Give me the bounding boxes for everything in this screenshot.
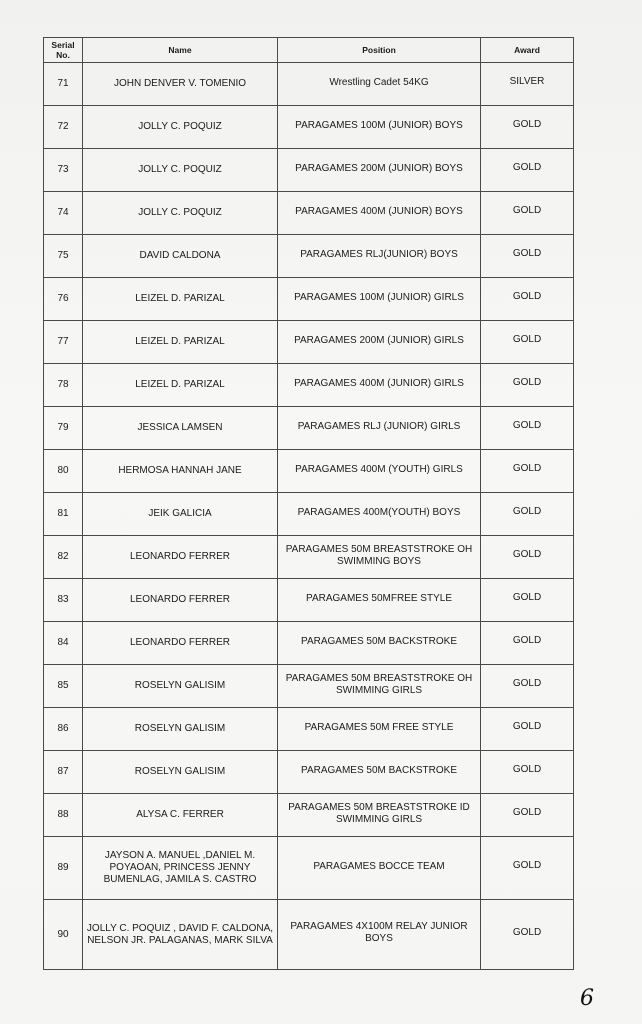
position-cell: PARAGAMES 200M (JUNIOR) BOYS [278,149,481,192]
name-cell: HERMOSA HANNAH JANE [83,450,278,493]
table-row [44,708,574,751]
table-row [44,149,574,192]
name-cell: ROSELYN GALISIM [83,665,278,708]
name-cell: JOLLY C. POQUIZ [83,106,278,149]
table-row [44,235,574,278]
position-cell: PARAGAMES RLJ (JUNIOR) GIRLS [278,407,481,450]
serial-cell: 73 [44,149,83,192]
award-cell: GOLD [481,106,574,149]
name-cell: JOHN DENVER V. TOMENIO [83,63,278,106]
award-cell: GOLD [481,364,574,407]
table-row [44,192,574,235]
table-header-row [44,38,574,63]
serial-cell: 85 [44,665,83,708]
position-cell: PARAGAMES 400M (JUNIOR) GIRLS [278,364,481,407]
award-cell: GOLD [481,708,574,751]
position-cell: PARAGAMES 200M (JUNIOR) GIRLS [278,321,481,364]
award-cell: GOLD [481,450,574,493]
table-row [44,321,574,364]
award-cell: GOLD [481,794,574,837]
serial-cell: 86 [44,708,83,751]
award-cell: GOLD [481,407,574,450]
award-cell: GOLD [481,536,574,579]
award-cell: GOLD [481,900,574,970]
table-row [44,794,574,837]
header-award: Award [481,38,574,63]
name-cell: LEONARDO FERRER [83,579,278,622]
position-cell: PARAGAMES 50M BACKSTROKE [278,751,481,794]
table-row [44,364,574,407]
name-cell: JOLLY C. POQUIZ [83,149,278,192]
award-cell: GOLD [481,321,574,364]
position-cell: PARAGAMES 50M BREASTSTROKE OH SWIMMING GIRLS [278,665,481,708]
serial-cell: 79 [44,407,83,450]
table-row [44,751,574,794]
position-cell: PARAGAMES RLJ(JUNIOR) BOYS [278,235,481,278]
table-row [44,837,574,900]
position-cell: PARAGAMES 400M(YOUTH) BOYS [278,493,481,536]
serial-cell: 72 [44,106,83,149]
name-cell: JAYSON A. MANUEL ,DANIEL M. POYAOAN, PRINCESS JENNY BUMENLAG, JAMILA S. CASTRO [83,837,278,900]
name-cell: JEIK GALICIA [83,493,278,536]
header-name: Name [83,38,278,63]
name-cell: DAVID CALDONA [83,235,278,278]
position-cell: PARAGAMES 50M BACKSTROKE [278,622,481,665]
table-row [44,665,574,708]
position-cell: PARAGAMES 50M BREASTSTROKE OH SWIMMING BOYS [278,536,481,579]
header-position: Position [278,38,481,63]
page-number: 6 [580,986,594,1011]
table-row [44,536,574,579]
serial-cell: 78 [44,364,83,407]
name-cell: LEONARDO FERRER [83,622,278,665]
position-cell: PARAGAMES 50M FREE STYLE [278,708,481,751]
position-cell: PARAGAMES 100M (JUNIOR) GIRLS [278,278,481,321]
name-cell: ALYSA C. FERRER [83,794,278,837]
position-cell: PARAGAMES 50MFREE STYLE [278,579,481,622]
serial-cell: 74 [44,192,83,235]
position-cell: PARAGAMES 4X100M RELAY JUNIOR BOYS [278,900,481,970]
table-row [44,579,574,622]
position-cell: PARAGAMES 50M BREASTSTROKE ID SWIMMING GIRLS [278,794,481,837]
table-row [44,63,574,106]
serial-cell: 83 [44,579,83,622]
position-cell: PARAGAMES 400M (YOUTH) GIRLS [278,450,481,493]
table-body [44,63,574,970]
serial-cell: 84 [44,622,83,665]
table-row [44,900,574,970]
name-cell: LEIZEL D. PARIZAL [83,278,278,321]
award-cell: GOLD [481,149,574,192]
serial-cell: 88 [44,794,83,837]
awards-table [43,37,574,970]
serial-cell: 75 [44,235,83,278]
serial-cell: 77 [44,321,83,364]
position-cell: Wrestling Cadet 54KG [278,63,481,106]
award-cell: SILVER [481,63,574,106]
name-cell: JESSICA LAMSEN [83,407,278,450]
serial-cell: 71 [44,63,83,106]
table-row [44,278,574,321]
serial-cell: 81 [44,493,83,536]
table-row [44,493,574,536]
table-row [44,407,574,450]
award-cell: GOLD [481,751,574,794]
award-cell: GOLD [481,278,574,321]
position-cell: PARAGAMES 100M (JUNIOR) BOYS [278,106,481,149]
table-row [44,450,574,493]
name-cell: LEIZEL D. PARIZAL [83,321,278,364]
award-cell: GOLD [481,579,574,622]
name-cell: ROSELYN GALISIM [83,708,278,751]
serial-cell: 82 [44,536,83,579]
award-cell: GOLD [481,493,574,536]
serial-cell: 90 [44,900,83,970]
table-row [44,106,574,149]
serial-cell: 89 [44,837,83,900]
name-cell: JOLLY C. POQUIZ , DAVID F. CALDONA, NELSON JR. PALAGANAS, MARK SILVA [83,900,278,970]
award-cell: GOLD [481,235,574,278]
award-cell: GOLD [481,622,574,665]
header-serial: Serial No. [44,38,83,63]
award-cell: GOLD [481,192,574,235]
name-cell: JOLLY C. POQUIZ [83,192,278,235]
award-cell: GOLD [481,665,574,708]
position-cell: PARAGAMES 400M (JUNIOR) BOYS [278,192,481,235]
name-cell: LEONARDO FERRER [83,536,278,579]
award-cell: GOLD [481,837,574,900]
name-cell: ROSELYN GALISIM [83,751,278,794]
serial-cell: 80 [44,450,83,493]
name-cell: LEIZEL D. PARIZAL [83,364,278,407]
table-row [44,622,574,665]
serial-cell: 76 [44,278,83,321]
position-cell: PARAGAMES BOCCE TEAM [278,837,481,900]
serial-cell: 87 [44,751,83,794]
